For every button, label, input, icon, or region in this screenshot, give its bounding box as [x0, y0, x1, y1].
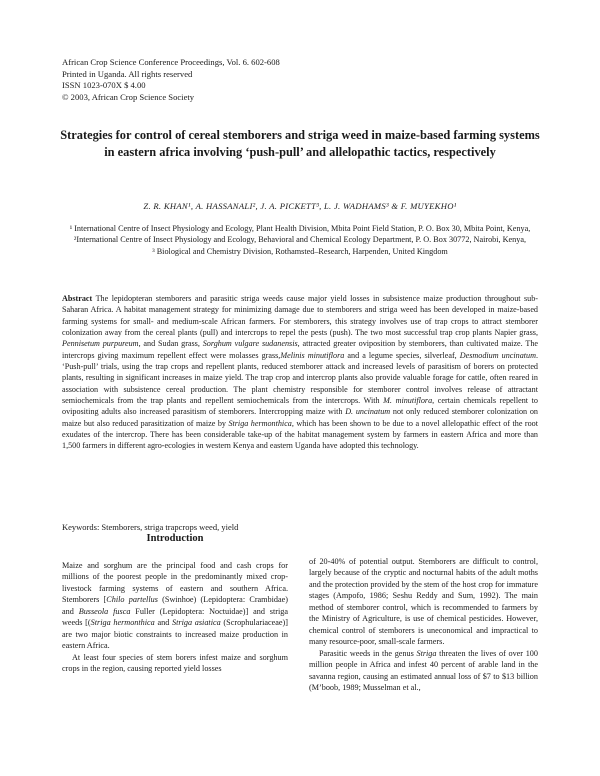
abstract-text: not only reduced stemborer colonization on maize but also reduced parasitization of maize by: [62, 407, 538, 428]
species-name: Striga asiatica: [172, 618, 221, 628]
author-list: Z. R. KHAN¹, A. HASSANALI², J. A. PICKETT³, L. J. WADHAMS³ & F. MUYEKHO¹: [143, 201, 457, 211]
species-name: M. minutiflora: [383, 396, 433, 406]
abstract-text: . ‘Push-pull’ trials, using the trap crops and repellent plants, reduced stemborer attack and increased levels of parasitism of borers on protected plants, resulting in significant increases in maize yield. The trap crop and intercrop plants also provide valuable forage for cattle, often reared in association with subsistence cereal production. The plant chemistry responsible for stemborer control involves release of attractant semiochemicals from the trap plants and repellent semiochemicals from the intercrops. With: [62, 350, 539, 406]
abstract-text: , attracted greater oviposition by stemborers, than cultivated maize. The intercrops giving maximum repellent effect were molasses grass,: [62, 339, 539, 360]
paragraph: [62, 560, 288, 652]
body-text: (Scrophulariaceae)] are two major biotic constraints to increased maize production in eastern Africa.: [62, 618, 288, 651]
species-name: Striga hermonthica: [228, 418, 292, 428]
species-name: D. uncinatum: [345, 407, 391, 417]
introduction-heading: Introduction: [146, 533, 204, 544]
species-name: Chilo partellus: [106, 595, 158, 605]
abstract-text: , which has been shown to be due to a novel allelopathic effect of the root exudates of the intercrop. There has been considerable take-up of the habitat management system by farmers in eastern Africa and more than 1,500 farmers in different agro-ecologies in western Kenya and eastern Uganda have adopted this technology.: [62, 418, 539, 451]
body-text: Maize and sorghum are the principal food and cash crops for millions of the poorest people in the predominantly mixed crop-livestock farming systems of eastern and southern Africa. Stemborers [: [62, 561, 288, 605]
paragraph: of 20-40% of potential output. Stemborers are difficult to control, largely because of the cryptic and nocturnal habits of the adult moths and the protection provided by the stem of the host crop for immature stages (Ampofo, 1986; Seshu Reddy and Sum, 1992). The main method of stemborer control, which is recommended to farmers by the Ministry of Agriculture, is use of chemical pesticides. However, chemical control of stemborers is uneconomical and impractical to many resource-poor, small-scale farmers.: [309, 557, 538, 647]
abstract-text: , certain chemicals repellent to ovipositing adults also increased parasitism of stemborers. Intercropping maize with: [62, 396, 538, 417]
body-text: Parasitic weeds in the genus: [319, 648, 417, 658]
right-column: [309, 556, 538, 693]
body-text: Fuller (Lepidoptera: Noctuidae)] and striga weeds [(: [62, 606, 288, 628]
left-column: [62, 560, 288, 675]
species-name: Striga hermonthica: [90, 618, 155, 628]
affiliation-2: ²International Centre of Insect Physiology and Ecology, Behavioral and Chemical Ecology Department, P. O. Box 30772, Nairobi, Kenya,: [73, 235, 527, 245]
body-text: (Swinhoe) (Lepidoptera: Crambidae) and: [62, 595, 289, 616]
affiliation-3: ³ Biological and Chemistry Division, Rothamsted–Research, Harpenden, United Kingdom: [152, 246, 448, 256]
species-name: Busseola fusca: [78, 606, 131, 616]
affiliations: [62, 223, 538, 257]
body-text: and: [154, 618, 173, 628]
abstract-text: The lepidopteran stemborers and parasitic striga weeds cause major yield losses in subsistence maize production throughout sub-Saharan Africa. A habitat management strategy for minimizing damage due to stemborers and striga weed has been developed in maize-based farming systems for small- and medium-scale African farmers. For stemborers, this strategy involves use of trap crops to attract stemborer colonization away from the cereal plants (pull) and intercrops to repel the pests (push). The two most successful trap crop plants Napier grass,: [62, 294, 538, 338]
abstract-text: and a legume species, silverleaf,: [344, 350, 460, 360]
species-name: Sorghum vulgare sudanensis: [202, 339, 298, 349]
copyright-line: © 2003, African Crop Science Society: [62, 91, 195, 102]
publication-info: [62, 57, 280, 103]
species-name: Melinis minutiflora: [280, 350, 345, 360]
paragraph: At least four species of stem borers infest maize and sorghum crops in the region, causing reported yield losses: [62, 652, 288, 674]
species-name: Desmodium uncinatum: [459, 350, 536, 360]
paragraph: [309, 648, 538, 694]
printed-line: Printed in Uganda. All rights reserved: [62, 68, 193, 79]
abstract: [62, 293, 538, 452]
body-text: threaten the lives of over 100 million people in Africa and infest 40 percent of arable land in the savanna region, causing an estimated annual loss of $7 to $13 billion (M’boob, 1989; Musselman et al.,: [309, 648, 538, 692]
abstract-label: Abstract: [62, 294, 93, 303]
proceedings-line: African Crop Science Conference Proceedings, Vol. 6. 602-608: [62, 57, 280, 67]
keywords: Keywords: Stemborers, striga trapcrops weed, yield: [62, 522, 239, 532]
issn-line: ISSN 1023-070X $ 4.00: [62, 80, 146, 91]
paper-title: Strategies for control of cereal stemborers and striga weed in maize-based farming systems in eastern africa involving ‘push-pull’ and allelopathic tactics, respectively: [60, 128, 540, 159]
species-name: Pennisetum purpureum: [62, 339, 139, 349]
abstract-text: , and Sudan grass,: [138, 339, 203, 349]
species-name: Striga: [416, 648, 437, 658]
affiliation-1: ¹ International Centre of Insect Physiology and Ecology, Plant Health Division, Mbita Point Field Station, P. O. Box 30, Mbita Point, Kenya,: [69, 224, 531, 233]
